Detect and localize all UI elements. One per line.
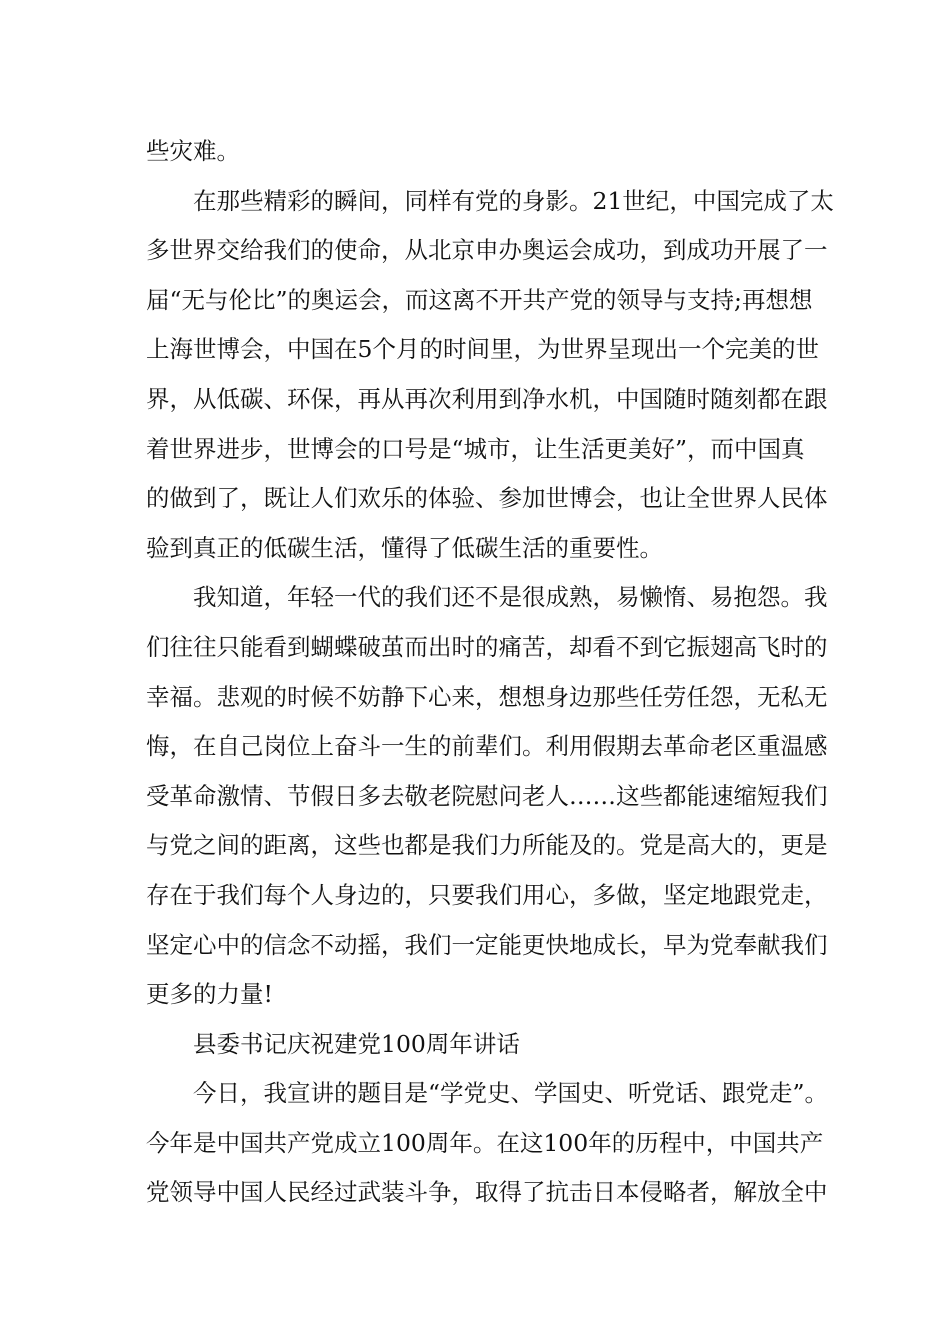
text-line: 今年是中国共产党成立100周年。在这100年的历程中，中国共产 [146, 1128, 824, 1157]
text-line: 悔，在自己岗位上奋斗一生的前辈们。利用假期去革命老区重温感 [146, 732, 828, 761]
paragraph-start-line: 我知道，年轻一代的我们还不是很成熟，易懒惰、易抱怨。我 [193, 583, 828, 612]
text-line: 们往往只能看到蝴蝶破茧而出时的痛苦，却看不到它振翅高飞时的 [146, 632, 828, 661]
text-line: 存在于我们每个人身边的，只要我们用心，多做，坚定地跟党走， [146, 880, 828, 909]
text-line: 验到真正的低碳生活，懂得了低碳生活的重要性。 [146, 533, 663, 562]
paragraph-start-line: 今日，我宣讲的题目是“学党史、学国史、听党话、跟党走”。 [193, 1079, 829, 1108]
text-line: 多世界交给我们的使命，从北京申办奥运会成功，到成功开展了一 [146, 236, 828, 265]
section-heading: 县委书记庆祝建党100周年讲话 [193, 1029, 520, 1058]
text-line: 更多的力量! [146, 980, 273, 1009]
body-text [146, 127, 834, 1218]
text-line: 上海世博会，中国在5个月的时间里，为世界呈现出一个完美的世 [146, 335, 819, 364]
text-line: 着世界进步，世博会的口号是“城市，让生活更美好”，而中国真 [146, 434, 805, 463]
text-line: 界，从低碳、环保，再从再次利用到净水机，中国随时随刻都在跟 [146, 384, 828, 413]
text-line: 幸福。悲观的时候不妨静下心来，想想身边那些任劳任怨，无私无 [146, 682, 828, 711]
text-line: 坚定心中的信念不动摇，我们一定能更快地成长，早为党奉献我们 [146, 930, 828, 959]
text-line: 党领导中国人民经过武装斗争，取得了抗击日本侵略者，解放全中 [146, 1178, 828, 1207]
text-line: 与党之间的距离，这些也都是我们力所能及的。党是高大的，更是 [146, 831, 828, 860]
text-line: 受革命激情、节假日多去敬老院慰问老人……这些都能速缩短我们 [146, 781, 828, 810]
text-line: 届“无与伦比”的奥运会，而这离不开共产党的领导与支持;再想想 [146, 285, 813, 314]
paragraph-start-line: 在那些精彩的瞬间，同样有党的身影。21世纪，中国完成了太 [193, 186, 834, 215]
text-line: 些灾难。 [146, 137, 240, 165]
text-line: 的做到了，既让人们欢乐的体验、参加世博会，也让全世界人民体 [146, 484, 828, 513]
